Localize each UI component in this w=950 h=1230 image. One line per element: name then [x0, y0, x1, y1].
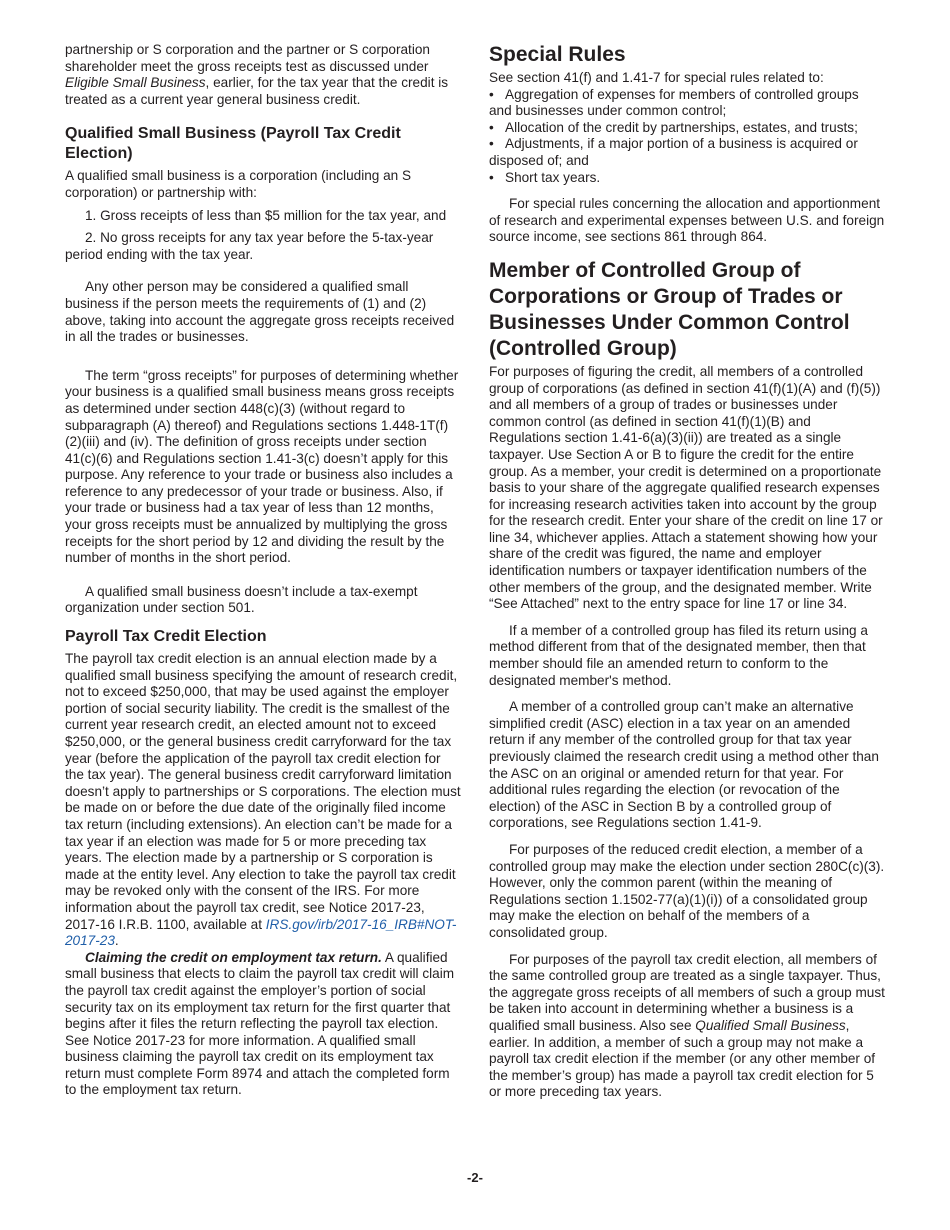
list-item	[489, 120, 885, 137]
qsb-other-person: Any other person may be considered a qualified small business if the person meets the requirements of (1) and (2) above, taking into account the aggregate gross receipts received in all the trades or businesses.	[65, 279, 455, 345]
bullet-icon: •	[489, 86, 494, 102]
page-number: -2-	[467, 1170, 483, 1185]
italic-reference: Qualified Small Business	[695, 1017, 846, 1033]
special-rules-intro: See section 41(f) and 1.41-7 for special rules related to:	[489, 70, 824, 85]
qsb-item-2: 2. No gross receipts for any tax year before the 5-tax-year period ending with the tax year.	[65, 230, 434, 262]
controlled-group-paragraph-2: If a member of a controlled group has filed its return using a method different from that of the designated member, then that member should file an amended return to conform to the designated member's method.	[489, 622, 868, 688]
text: The payroll tax credit election is an annual election made by a qualified small business specifying the amount of research credit, not to exceed $250,000, that may be used against the employer portion of social security liability. The credit is the smallest of the current year research credit, an elected amount not to exceed $250,000, or the general business credit carryforward for the tax year (before the application of the payroll tax credit election for the tax year). The general business credit carryforward limitation doesn’t apply to partnerships or S corporations. The election must be made on or before the due date of the originally filed income tax return (including extensions). An election can’t be made for a tax year if an election was made for 5 or more preceding tax years. The election made by a partnership or S corporation is made at the entity level. Any election to take the payroll tax credit may be revoked only with the consent of the IRS. For more information about the payroll tax credit, see Notice 2017-23, 2017-16 I.R.B. 1100, available at	[65, 651, 461, 932]
text: Adjustments, if a major portion of a business is acquired or disposed of; and	[489, 136, 858, 168]
controlled-group-paragraph-5	[489, 952, 885, 1101]
list-item	[489, 170, 885, 187]
heading-controlled-group: Member of Controlled Group of Corporations or Group of Trades or Businesses Under Common Control (Controlled Group)	[489, 258, 850, 360]
qsb-item-1: 1. Gross receipts of less than $5 million for the tax year, and	[85, 207, 447, 223]
payroll-election-paragraph	[65, 651, 461, 950]
text: Short tax years.	[505, 169, 601, 185]
text: A qualified small business that elects to claim the payroll tax credit will claim the payroll tax credit against the employer’s portion of social security tax on its employment tax return for the first quarter that begins after it files the return reflecting the payroll tax election. See Notice 2017-23 for more information. A qualified small business claiming the payroll tax credit on its employment tax return must complete Form 8974 and attach the completed form to the employment tax return.	[65, 949, 455, 1098]
bullet-icon: •	[489, 119, 494, 135]
text: Allocation of the credit by partnerships, estates, and trusts;	[505, 119, 858, 135]
tax-exempt-paragraph: A qualified small business doesn’t include a tax-exempt organization under section 501.	[65, 583, 418, 616]
controlled-group-paragraph-1: For purposes of figuring the credit, all members of a controlled group of corporations (as defined in section 41(f)(1)(A) and (f)(5)) and all members of a group of trades or businesses under common control (as defined in section 41(f)(1)(B) and Regulations section 1.41-6(a)(3)(ii)) are treated as a single taxpayer. Use Section A or B to figure the credit for the entire group. As a member, your credit is determined on a proportionate basis to your share of the aggregate qualified research expenses for increasing research activities taken into account by the group for the research credit. Enter your share of the credit on line 17 or line 34, whichever applies. Attach a statement showing how your share of the credit was figured, the name and employer identification numbers or taxpayer identification numbers of the other members of the group, and the designated member. Write “See Attached” next to the entry space for line 17 or line 34.	[489, 363, 883, 612]
text: , earlier. In addition, a member of such a group may not make a payroll tax credit election if the member (or any other member of the member’s group) has made a payroll tax credit election for 5 or more preceding tax years.	[489, 1017, 876, 1100]
heading-special-rules: Special Rules	[489, 43, 626, 66]
heading-payroll-tax-credit-election: Payroll Tax Credit Election	[65, 628, 267, 646]
text: , earlier, for the tax year that the credit is treated as a current year general business credit.	[65, 75, 449, 107]
bullet-icon: •	[489, 169, 494, 185]
bullet-icon: •	[489, 136, 494, 152]
text: partnership or S corporation and the partner or S corporation shareholder meet the gross receipts test as discussed under	[65, 42, 430, 74]
italic-reference: Eligible Small Business	[65, 75, 206, 91]
special-rules-list	[489, 87, 885, 187]
controlled-group-paragraph-4: For purposes of the reduced credit election, a member of a controlled group may make the election under section 280C(c)(3). However, only the common parent (within the meaning of Regulations section 1.1502-77(a)(1)(i)) of a consolidated group may make the election on behalf of the members of a consolidated group.	[489, 841, 885, 940]
run-in-heading: Claiming the credit on employment tax return.	[85, 949, 382, 965]
paragraph-continuation	[65, 42, 461, 108]
heading-qualified-small-business: Qualified Small Business (Payroll Tax Credit Election)	[65, 125, 401, 163]
claiming-credit-paragraph	[65, 950, 461, 1099]
controlled-group-paragraph-3: A member of a controlled group can’t make an alternative simplified credit (ASC) election in a tax year on an amended return if any member of the controlled group for that tax year previously claimed the research credit using a method other than the ASC on an original or amended return for that year. For additional rules regarding the election (or revocation of the election) of the ASC in Section B by a controlled group of corporations, see Regulations section 1.41-9.	[489, 699, 879, 831]
list-item	[489, 87, 885, 120]
left-column	[65, 42, 461, 1099]
foreign-source-paragraph: For special rules concerning the allocation and apportionment of research and experimental expenses between U.S. and foreign source income, see sections 861 through 864.	[489, 196, 885, 245]
qsb-intro: A qualified small business is a corporation (including an S corporation) or partnership with:	[65, 168, 412, 200]
text: Aggregation of expenses for members of controlled groups and businesses under common control;	[489, 86, 859, 119]
right-column	[489, 42, 885, 1101]
gross-receipts-paragraph: The term “gross receipts” for purposes of determining whether your business is a qualified small business means gross receipts as determined under section 448(c)(3) (without regard to subparagraph (A) thereof) and Regulations sections 1.448-1T(f)(2)(iii) and (iv). The definition of gross receipts under section 41(c)(6) and Regulations section 1.41-3(c) doesn’t apply for this purpose. Any reference to your trade or business also includes a reference to any predecessor of your trade or business. Also, if your trade or business had a tax year of less than 12 months, your gross receipts must be annualized by multiplying the gross receipts for the short period by 12 and dividing the result by the number of months in the short period.	[65, 367, 459, 566]
list-item	[489, 136, 885, 169]
text: .	[114, 933, 119, 949]
irs-notice-link[interactable]: IRS.gov/irb/2017-16_IRB#NOT-2017-23	[65, 916, 457, 949]
text: For purposes of the payroll tax credit election, all members of the same controlled group are treated as a single taxpayer. Thus, the aggregate gross receipts of all members of such a group must be taken into account in determining whether a business is a qualified small business. Also see	[489, 951, 885, 1033]
